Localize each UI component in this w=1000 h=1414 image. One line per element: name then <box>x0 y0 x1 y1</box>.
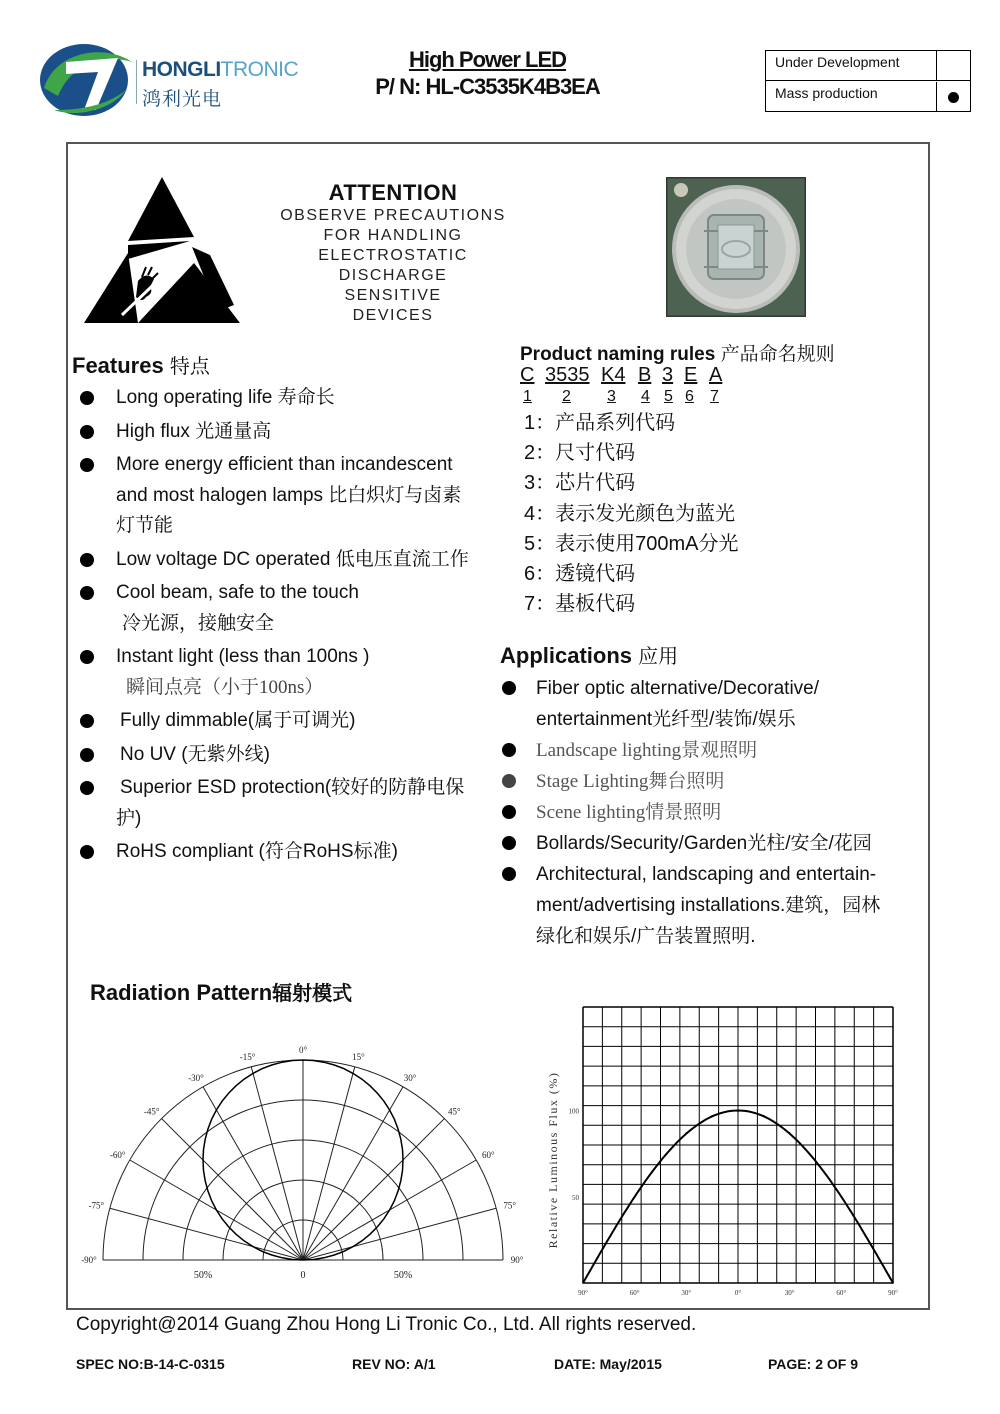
flux-data-point <box>634 1196 636 1198</box>
polar-spoke <box>251 1067 303 1260</box>
polar-angle-label: -30° <box>188 1073 204 1084</box>
bullet-icon <box>502 774 516 788</box>
application-item <box>502 673 912 735</box>
feature-text: 护) <box>116 807 142 829</box>
bullet-icon <box>80 586 94 600</box>
naming-number: 2 <box>562 388 571 405</box>
polar-angle-label: 90° <box>510 1255 524 1265</box>
application-text: Bollards/Security/Garden光柱/安全/花园 <box>536 833 872 854</box>
flux-data-point <box>582 1282 584 1284</box>
attention-notice <box>262 180 524 326</box>
naming-number: 4 <box>641 388 650 405</box>
flux-data-point <box>608 1237 610 1239</box>
feature-text: Low voltage DC operated 低电压直流工作 <box>116 548 469 570</box>
features-title-cn: 特点 <box>169 356 210 378</box>
naming-rules-list <box>524 408 739 619</box>
status-row <box>766 51 970 81</box>
naming-rule: 3：芯片代码 <box>524 472 636 495</box>
feature-item <box>78 837 498 868</box>
flux-data-point <box>660 1160 662 1162</box>
bullet-icon <box>80 845 94 859</box>
application-text: Stage Lighting舞台照明 <box>536 771 725 792</box>
flux-data-point <box>815 1160 817 1162</box>
page-number: PAGE: 2 OF 9 <box>768 1356 858 1372</box>
flux-data-point <box>789 1132 791 1134</box>
applications-list <box>502 673 912 952</box>
naming-code: E <box>684 364 698 386</box>
naming-number: 3 <box>607 388 616 405</box>
polar-radius-label: 0 <box>300 1270 306 1281</box>
title-line-1: High Power LED <box>408 47 567 72</box>
application-text: Fiber optic alternative/Decorative/ <box>536 678 820 699</box>
naming-number: 6 <box>685 388 694 405</box>
led-product-photo <box>666 177 806 317</box>
feature-text: Instant light (less than 100ns ) <box>116 646 370 667</box>
bullet-icon <box>80 425 94 439</box>
features-heading <box>72 350 210 379</box>
naming-number: 7 <box>710 388 719 405</box>
attention-line: FOR HANDLING <box>323 227 463 244</box>
document-title <box>330 46 645 100</box>
naming-title: Product naming rules <box>520 344 716 365</box>
bullet-icon <box>502 743 516 757</box>
feature-item <box>78 773 498 834</box>
attention-title: ATTENTION <box>328 180 458 205</box>
polar-angle-label: -75° <box>88 1200 105 1211</box>
naming-rule: 2：尺寸代码 <box>524 442 636 465</box>
naming-code: A <box>709 364 723 386</box>
logo-text-cn: 鸿利光电 <box>142 89 223 110</box>
logo-divider <box>136 60 137 104</box>
radiation-pattern-heading <box>90 977 352 1006</box>
x-tick-label: 0° <box>734 1289 742 1297</box>
application-text: Scene lighting情景照明 <box>536 802 722 823</box>
application-text: entertainment光纤型/装饰/娱乐 <box>536 709 796 730</box>
attention-line: SENSITIVE <box>344 287 442 304</box>
polar-angle-label: 0° <box>298 1045 308 1055</box>
application-text: ment/advertising installations.建筑，园林 <box>536 895 881 916</box>
company-logo <box>36 40 316 120</box>
polar-radiation-chart <box>70 1035 540 1285</box>
polar-angle-label: -60° <box>109 1150 126 1160</box>
y-axis-label: Relative Luminous Flux (%) <box>546 1071 560 1249</box>
flux-data-point <box>737 1110 739 1112</box>
naming-number: 1 <box>523 388 532 405</box>
x-tick-label: 60° <box>629 1289 640 1297</box>
feature-item <box>78 417 498 448</box>
status-selected-dot <box>948 92 959 103</box>
polar-angle-label: -45° <box>143 1106 160 1117</box>
logo-text-en-1: HONGLI <box>142 58 221 81</box>
bullet-icon <box>80 458 94 472</box>
attention-line: DISCHARGE <box>338 267 448 284</box>
feature-text: 冷光源，接触安全 <box>122 612 275 634</box>
naming-rule: 7：基板代码 <box>524 593 636 616</box>
polar-angle-label: -90° <box>81 1255 97 1265</box>
feature-text: 瞬间点亮（小于100ns） <box>126 676 324 698</box>
logo-text-en-2: TRONIC <box>220 58 299 81</box>
y-tick-label: 100 <box>568 1107 579 1116</box>
polar-angle-label: 15° <box>352 1052 365 1063</box>
polar-angle-label: 45° <box>448 1106 461 1117</box>
polar-spoke <box>303 1087 403 1260</box>
bullet-icon <box>502 867 516 881</box>
bullet-icon <box>80 391 94 405</box>
polar-angle-label: 75° <box>503 1200 517 1211</box>
esd-warning-icon <box>82 175 242 325</box>
feature-item <box>78 383 498 414</box>
logo-text-en <box>142 58 298 82</box>
bullet-icon <box>80 781 94 795</box>
application-item <box>502 797 912 828</box>
x-tick-label: 30° <box>784 1289 795 1297</box>
polar-radius-label: 50% <box>393 1270 413 1281</box>
polar-spoke <box>162 1119 303 1260</box>
application-item <box>502 859 912 952</box>
naming-title-cn: 产品命名规则 <box>720 344 835 365</box>
naming-code: B <box>638 364 652 386</box>
feature-item <box>78 740 498 771</box>
bullet-icon <box>502 836 516 850</box>
feature-text: Cool beam, safe to the touch <box>116 582 359 603</box>
status-checkbox <box>936 51 970 80</box>
bullet-icon <box>502 805 516 819</box>
flux-data-point <box>711 1115 713 1117</box>
naming-rule: 5：表示使用700mA分光 <box>524 532 739 555</box>
application-item <box>502 828 912 859</box>
feature-item <box>78 706 498 737</box>
naming-rule: 6：透镜代码 <box>524 563 636 586</box>
naming-code: K4 <box>601 364 626 386</box>
feature-text: RoHS compliant (符合RoHS标准) <box>116 841 398 862</box>
bullet-icon <box>502 681 516 695</box>
attention-line: ELECTROSTATIC <box>318 247 468 264</box>
naming-rule: 4：表示发光颜色为蓝光 <box>524 502 736 525</box>
relative-flux-chart <box>540 1000 910 1300</box>
polar-spoke <box>303 1119 444 1260</box>
features-list <box>78 383 498 871</box>
attention-line: DEVICES <box>352 307 434 324</box>
x-tick-label: 90° <box>888 1289 898 1297</box>
applications-title: Applications <box>500 643 633 668</box>
y-tick-label: 50 <box>572 1193 579 1202</box>
naming-code: 3 <box>662 364 674 386</box>
polar-spoke <box>303 1067 355 1260</box>
applications-heading <box>500 640 678 669</box>
x-tick-label: 90° <box>578 1289 588 1297</box>
bullet-icon <box>80 748 94 762</box>
part-number: P/ N: HL-C3535K4B3EA <box>375 74 600 99</box>
radiation-title: Radiation Pattern <box>90 980 273 1005</box>
polar-spoke <box>303 1208 496 1260</box>
application-text: Architectural, landscaping and entertain- <box>536 864 877 885</box>
polar-angle-label: -15° <box>239 1052 256 1063</box>
status-checkbox <box>936 82 970 111</box>
feature-text: Superior ESD protection(较好的防静电保 <box>120 777 465 798</box>
flux-data-point <box>866 1237 868 1239</box>
polar-angle-label: 30° <box>403 1073 417 1084</box>
flux-data-point <box>892 1282 894 1284</box>
status-table <box>765 50 971 112</box>
feature-item <box>78 450 498 542</box>
x-tick-label: 60° <box>836 1289 847 1297</box>
applications-title-cn: 应用 <box>638 646 679 668</box>
feature-text: High flux 光通量高 <box>116 420 272 442</box>
logo-mark-icon <box>36 40 136 120</box>
x-tick-label: 30° <box>681 1289 692 1297</box>
flux-data-point <box>841 1196 843 1198</box>
status-row <box>766 82 970 111</box>
spec-number: SPEC NO:B-14-C-0315 <box>76 1356 225 1372</box>
polar-angle-label: 60° <box>482 1150 495 1160</box>
radiation-title-cn: 辐射模式 <box>272 983 353 1005</box>
feature-text: No UV (无紫外线) <box>120 743 270 765</box>
naming-rules-heading <box>520 339 835 366</box>
feature-text: More energy efficient than incandescent <box>116 454 453 475</box>
status-label: Under Development <box>775 54 900 70</box>
naming-code: 3535 <box>545 364 590 386</box>
flux-data-point <box>686 1132 688 1134</box>
document-date: DATE: May/2015 <box>554 1356 662 1372</box>
polar-spoke <box>110 1208 303 1260</box>
polar-radius-label: 50% <box>193 1270 213 1281</box>
polar-spoke <box>203 1087 303 1260</box>
features-title: Features <box>72 353 164 378</box>
application-item <box>502 735 912 766</box>
feature-text: Long operating life 寿命长 <box>116 387 335 408</box>
application-text: 绿化和娱乐/广告装置照明. <box>536 926 756 947</box>
copyright-notice: Copyright@2014 Guang Zhou Hong Li Tronic Co., Ltd. All rights reserved. <box>76 1314 697 1335</box>
feature-text: and most halogen lamps 比白炽灯与卤素 <box>116 484 462 506</box>
application-text: Landscape lighting景观照明 <box>536 740 758 761</box>
bullet-icon <box>80 714 94 728</box>
bullet-icon <box>80 553 94 567</box>
feature-text: 灯节能 <box>116 515 174 536</box>
status-label: Mass production <box>775 85 878 101</box>
feature-item <box>78 578 498 639</box>
naming-code: C <box>520 364 535 386</box>
revision-number: REV NO: A/1 <box>352 1356 436 1372</box>
naming-number: 5 <box>664 388 673 405</box>
bullet-icon <box>80 650 94 664</box>
application-item <box>502 766 912 797</box>
flux-data-point <box>763 1115 765 1117</box>
feature-item <box>78 545 498 576</box>
feature-text: Fully dimmable(属于可调光) <box>120 710 356 731</box>
feature-item <box>78 642 498 703</box>
naming-rule: 1：产品系列代码 <box>524 412 676 434</box>
attention-line: OBSERVE PRECAUTIONS <box>280 207 506 224</box>
